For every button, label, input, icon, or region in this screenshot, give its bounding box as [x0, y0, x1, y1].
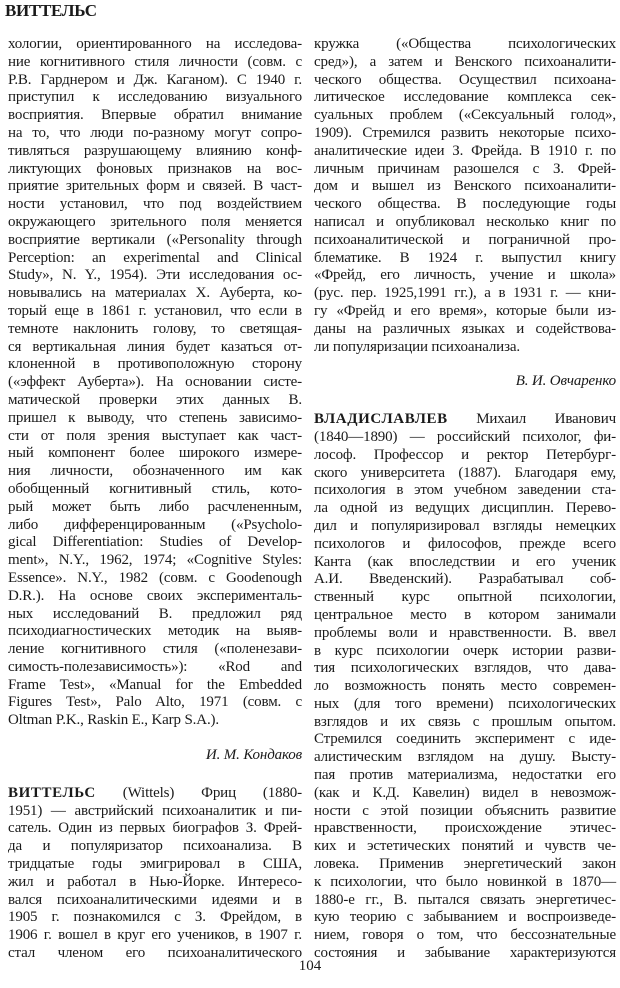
text-line [314, 589, 616, 607]
text-line [8, 428, 302, 446]
line-text: написал и опубликовал несколько книг по [314, 213, 616, 230]
text-line [8, 410, 302, 428]
line-text: восприятие вертикали («Personality through [8, 231, 302, 248]
line-text: Study», N. Y., 1954). Эти исследования ос- [8, 267, 302, 284]
text-line [314, 696, 616, 714]
line-text: матической проверки этих данных В. [8, 391, 302, 408]
text-line [314, 465, 616, 483]
text-line [314, 660, 616, 678]
line-text: Figures Test», Palo Alto, 1971 (совм. с [8, 694, 302, 711]
text-line [8, 321, 302, 339]
line-text: Essence». N.Y., 1982 (совм. с Goodenough [8, 569, 302, 586]
text-line [314, 125, 616, 143]
line-text: сатель. Один из первых биографов З. Фрей- [8, 820, 302, 837]
line-text: ности установил, что под воздействием [8, 196, 302, 213]
line-text: ловека. Применив энергетический закон [314, 856, 616, 873]
line-text: ла одной из ведущих дисциплин. Перево- [314, 500, 616, 517]
text-line [8, 54, 302, 72]
text-line [314, 321, 616, 339]
text-line [8, 499, 302, 517]
text-line [8, 623, 302, 641]
author-signature: В. И. Овчаренко [515, 373, 616, 390]
text-line [314, 303, 616, 321]
line-text: восприятия. Впервые обратил внимание [8, 107, 302, 124]
text-line [314, 72, 616, 90]
line-text: (как и К.Д. Кавелин) видел в невозмож- [314, 784, 616, 801]
text-line [8, 517, 302, 535]
line-text: пая против материализма, недостатки его [314, 767, 616, 784]
page-number: 104 [298, 958, 322, 974]
line-text: либо дифференцированным («Psycholo- [8, 516, 302, 533]
line-text: лософ. Профессор и ректор Петербург- [314, 446, 616, 463]
text-line [314, 856, 616, 874]
text-line [314, 909, 616, 927]
text-line [8, 927, 302, 945]
text-line [8, 392, 302, 410]
text-line [314, 196, 616, 214]
line-text: 1905 г. познакомился с З. Фрейдом, в [8, 909, 302, 926]
line-text: сред»), а затем и Венского психоаналити- [314, 53, 616, 70]
text-line [314, 250, 616, 268]
text-line [314, 820, 616, 838]
entry-term: ВИТТЕЛЬС [8, 784, 96, 801]
line-text: кую теорию с забыванием и воспроизведе- [314, 909, 616, 926]
line-text: («эффект Ауберта»). На основании систе- [8, 374, 302, 391]
line-text: ского университета (1887). Благодаря ему, [314, 464, 616, 481]
line-text: ных исследований В. предложил ряд [8, 605, 302, 622]
text-line [314, 554, 616, 572]
line-text: ние когнитивного стиля личности (совм. с [8, 53, 302, 70]
text-line [8, 641, 302, 659]
text-line [314, 803, 616, 821]
line-text: стал членом его психоаналитического [8, 945, 302, 962]
text-line [8, 89, 302, 107]
text-line [314, 785, 616, 803]
line-text: ли популяризации психоанализа. [314, 338, 520, 355]
text-line [8, 356, 302, 374]
line-text: даны на различных языках и содействова- [314, 320, 616, 337]
text-line [314, 411, 616, 429]
line-text: литическое исследование комплекса сек- [314, 89, 616, 106]
author-signature: И. М. Кондаков [205, 747, 302, 764]
line-text: тивляться разрушающему влиянию конф- [8, 142, 302, 159]
line-text: Oltman P.K., Raskin E., Karp S.A.). [8, 712, 219, 729]
text-line [314, 874, 616, 892]
left-column [8, 36, 302, 963]
line-text: пришел к выводу, что степень зависимо- [8, 409, 302, 426]
line-text: ный компонент более широкого измере- [8, 445, 302, 462]
text-line [8, 909, 302, 927]
line-text: «Фрейд, его личность, учение и школа» [314, 267, 616, 284]
line-text: Frame Test», «Manual for the Embedded [8, 676, 302, 693]
line-text: Канта (как впоследствии и его ученик [314, 553, 616, 570]
text-line [314, 927, 616, 945]
text-line [314, 339, 616, 357]
running-head: ВИТТЕЛЬС [5, 1, 97, 20]
line-text: ликтующих фоновых признаков на вос- [8, 160, 302, 177]
text-line [8, 552, 302, 570]
entry-paragraph [8, 36, 302, 765]
text-line [314, 625, 616, 643]
line-text: аналитические идеи З. Фрейда. В 1910 г. по [314, 142, 616, 159]
line-text: психоаналитической и пограничной про- [314, 231, 616, 248]
text-line [314, 536, 616, 554]
text-line [8, 694, 302, 712]
text-line [314, 518, 616, 536]
text-line [8, 339, 302, 357]
text-line [8, 232, 302, 250]
line-text: темноте наклонить голову, то светящая- [8, 320, 302, 337]
text-line [8, 892, 302, 910]
text-line [8, 125, 302, 143]
line-text: ких и эстетических понятий и чувств че- [314, 838, 616, 855]
line-text: 1880-е гг., В. пытался связать энергетичес- [314, 891, 616, 908]
text-line [314, 143, 616, 161]
text-line [8, 214, 302, 232]
line-text: обобщенный когнитивный стиль, кото- [8, 480, 302, 497]
line-text: психодиагностических методик на выяв- [8, 623, 302, 640]
text-line [8, 196, 302, 214]
line-text: центральное место в котором занимали [314, 606, 616, 623]
text-line [8, 445, 302, 463]
text-line [314, 482, 616, 500]
text-line [8, 712, 302, 730]
text-line [8, 36, 302, 54]
text-line [314, 731, 616, 749]
text-line [314, 54, 616, 72]
line-text: 1951) — австрийский психоаналитик и пи- [8, 802, 302, 819]
line-text: (рус. пер. 1925,1991 гг.), а в 1931 г. — кни- [314, 285, 616, 302]
text-line [8, 856, 302, 874]
text-line [8, 143, 302, 161]
text-line [314, 714, 616, 732]
line-text: сти от поля зрения выступает как част- [8, 427, 302, 444]
text-line [314, 36, 616, 54]
text-line [314, 447, 616, 465]
line-text: окружающего зрительного поля меняется [8, 213, 302, 230]
line-text: gical Differentiation: Studies of Develop- [8, 534, 302, 551]
text-line [8, 677, 302, 695]
entry-paragraph [314, 411, 616, 963]
line-text: ных (для того времени) психологических [314, 695, 616, 712]
text-line [8, 374, 302, 392]
text-line [8, 803, 302, 821]
line-text: 1906 г. вошел в круг его учеников, в 1907 г. [8, 927, 302, 944]
line-text: дил и популяризировал взгляды немецких [314, 517, 616, 534]
text-line [8, 838, 302, 856]
text-line [314, 643, 616, 661]
text-line [8, 285, 302, 303]
text-line [8, 820, 302, 838]
text-line [8, 161, 302, 179]
text-line [314, 214, 616, 232]
line-text: Р.В. Гарднером и Дж. Каганом). С 1940 г. [8, 71, 302, 88]
line-text: (Wittels) Фриц (1880- [95, 784, 302, 801]
line-text: блематике. В 1924 г. выпустил книгу [314, 249, 616, 266]
line-text: проблемы воли и нравственности. В. ввел [314, 624, 616, 641]
text-line [8, 534, 302, 552]
line-text: ческого общества. Осуществил психоана- [314, 71, 616, 88]
line-text: ся вертикальная линия будет казаться от- [8, 338, 302, 355]
line-text: (1840—1890) — российский психолог, фи- [314, 428, 616, 445]
line-text: в курс психологии очерк истории разви- [314, 642, 616, 659]
line-text: ния личности, обозначенного им как [8, 463, 302, 480]
line-text: приятие зрительных форм и связей. В част- [8, 178, 302, 195]
line-text: ности с этой позиции объяснить развитие [314, 802, 616, 819]
line-text: на то, что люди по-разному могут сопро- [8, 124, 302, 141]
line-text: ment», N.Y., 1962, 1974; «Cognitive Styles: [8, 552, 302, 569]
line-text: симость-полезависимость»): «Rod and [8, 658, 302, 675]
text-line [8, 250, 302, 268]
text-line [314, 267, 616, 285]
text-line [314, 767, 616, 785]
text-line [314, 285, 616, 303]
text-line [314, 607, 616, 625]
entry-paragraph [314, 36, 616, 391]
line-text: хологии, ориентированного на исследова- [8, 36, 302, 52]
text-line [314, 161, 616, 179]
text-line [8, 267, 302, 285]
text-line [8, 481, 302, 499]
text-line [314, 838, 616, 856]
line-text: Perception: an experimental and Clinical [8, 249, 302, 266]
line-text: взглядов и их связь с прошлым опытом. [314, 713, 616, 730]
text-line [314, 892, 616, 910]
text-line [314, 749, 616, 767]
line-text: да и популяризатор психоанализа. В [8, 838, 302, 855]
text-line [8, 178, 302, 196]
text-line [314, 571, 616, 589]
line-text: Михаил Иванович [447, 411, 616, 428]
text-line [8, 606, 302, 624]
text-line [8, 463, 302, 481]
right-column [314, 36, 616, 963]
line-text: нием, говоря о том, что бессознательные [314, 927, 616, 944]
line-text: личным причинам разошелся с З. Фрей- [314, 160, 616, 177]
text-line [314, 500, 616, 518]
line-text: тридцатые годы эмигрировал в США, [8, 856, 302, 873]
text-line [314, 89, 616, 107]
line-text: ление когнитивного стиля («поленезави- [8, 641, 302, 658]
text-line [314, 429, 616, 447]
text-line [314, 178, 616, 196]
line-text: D.R.). На основе своих эксперименталь- [8, 587, 302, 604]
text-line [314, 232, 616, 250]
text-line [314, 107, 616, 125]
line-text: Стремился соединить эксперимент с иде- [314, 731, 616, 748]
line-text: психологов и философов, прежде всего [314, 535, 616, 552]
entry-paragraph [8, 785, 302, 963]
text-line [8, 570, 302, 588]
text-line [8, 72, 302, 90]
line-text: к психологии, что было новинкой в 1870— [314, 873, 616, 890]
text-line [8, 588, 302, 606]
line-text: состояния и забывание характеризуются [314, 945, 616, 962]
text-line [8, 303, 302, 321]
line-text: алистическим взглядом на душу. Высту- [314, 749, 616, 766]
line-text: дом и вышел из Венского психоаналити- [314, 178, 616, 195]
line-text: 1909). Стремился развить некоторые психо- [314, 124, 616, 141]
text-line [8, 107, 302, 125]
text-line [8, 874, 302, 892]
line-text: ческого общества. В последующие годы [314, 196, 616, 213]
line-text: торый еще в 1861 г. установил, что если в [8, 302, 302, 319]
line-text: вался психоаналитическими идеями и в [8, 891, 302, 908]
line-text: психология в этом учебном заведении ста- [314, 482, 616, 499]
line-text: А.И. Введенский). Разрабатывал соб- [314, 571, 616, 588]
line-text: новывались на материалах Х. Ауберта, ко- [8, 285, 302, 302]
text-line [8, 659, 302, 677]
line-text: ственный курс опытной психологии, [314, 589, 616, 606]
line-text: тия психологических взглядов, что дава- [314, 660, 616, 677]
entry-term: ВЛАДИСЛАВЛЕВ [314, 411, 448, 428]
line-text: клоненной в противоположную сторону [8, 356, 302, 373]
text-line [8, 785, 302, 803]
line-text: рый может быть либо расчлененным, [8, 498, 302, 515]
line-text: ло возможность понять место современ- [314, 678, 616, 695]
line-text: нравственности, происхождение этичес- [314, 820, 616, 837]
line-text: жил и работал в Нью-Йорке. Интересо- [8, 873, 302, 890]
text-line [314, 678, 616, 696]
line-text: гу «Фрейд и его время», которые были из- [314, 302, 616, 319]
line-text: кружка («Общества психологических [314, 36, 616, 52]
line-text: суальных проблем («Сексуальный голод», [314, 107, 616, 124]
line-text: приступил к исследованию визуального [8, 89, 302, 106]
